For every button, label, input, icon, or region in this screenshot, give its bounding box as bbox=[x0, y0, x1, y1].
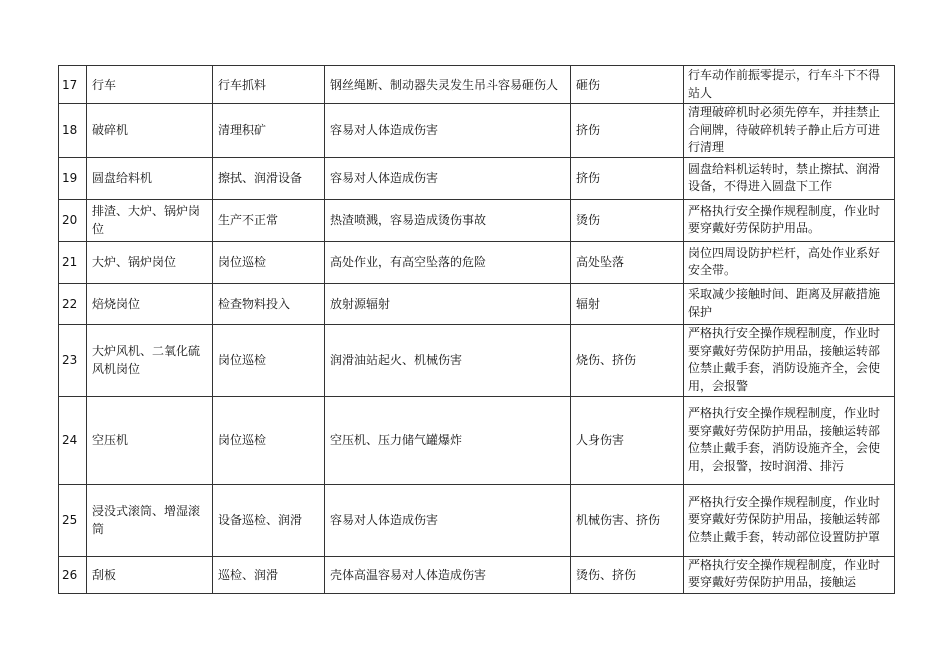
hazard-cell: 热渣喷溅，容易造成烫伤事故 bbox=[325, 199, 571, 241]
hazard-cell: 壳体高温容易对人体造成伤害 bbox=[325, 556, 571, 593]
hazard-cell: 容易对人体造成伤害 bbox=[325, 104, 571, 158]
table-row bbox=[59, 104, 895, 158]
harm-cell: 辐射 bbox=[571, 283, 684, 324]
table-row bbox=[59, 396, 895, 484]
activity-cell: 设备巡检、润滑 bbox=[213, 484, 325, 556]
harm-cell: 挤伤 bbox=[571, 157, 684, 199]
location-cell: 焙烧岗位 bbox=[87, 283, 213, 324]
measure-cell: 严格执行安全操作规程制度，作业时要穿戴好劳保防护用品，接触运 bbox=[684, 556, 895, 593]
table-row bbox=[59, 283, 895, 324]
hazard-cell: 空压机、压力储气罐爆炸 bbox=[325, 396, 571, 484]
table-row bbox=[59, 66, 895, 104]
location-cell: 行车 bbox=[87, 66, 213, 104]
activity-cell: 岗位巡检 bbox=[213, 241, 325, 283]
location-cell: 浸没式滚筒、增湿滚筒 bbox=[87, 484, 213, 556]
measure-cell: 行车动作前振零提示，行车斗下不得站人 bbox=[684, 66, 895, 104]
harm-cell: 挤伤 bbox=[571, 104, 684, 158]
table-body bbox=[59, 66, 895, 594]
measure-cell: 清理破碎机时必须先停车，并挂禁止合闸牌，待破碎机转子静止后方可进行清理 bbox=[684, 104, 895, 158]
measure-cell: 采取减少接触时间、距离及屏蔽措施保护 bbox=[684, 283, 895, 324]
hazard-cell: 容易对人体造成伤害 bbox=[325, 484, 571, 556]
hazard-cell: 高处作业，有高空坠落的危险 bbox=[325, 241, 571, 283]
row-number: 25 bbox=[59, 484, 87, 556]
hazard-cell: 放射源辐射 bbox=[325, 283, 571, 324]
row-number: 21 bbox=[59, 241, 87, 283]
harm-cell: 砸伤 bbox=[571, 66, 684, 104]
measure-cell: 圆盘给料机运转时，禁止擦拭、润滑设备，不得进入圆盘下工作 bbox=[684, 157, 895, 199]
row-number: 26 bbox=[59, 556, 87, 593]
row-number: 24 bbox=[59, 396, 87, 484]
location-cell: 刮板 bbox=[87, 556, 213, 593]
table-row bbox=[59, 324, 895, 396]
activity-cell: 巡检、润滑 bbox=[213, 556, 325, 593]
table-row bbox=[59, 556, 895, 593]
measure-cell: 严格执行安全操作规程制度，作业时要穿戴好劳保防护用品，接触运转部位禁止戴手套，消防设施齐全，会使用，会报警，按时润滑、排污 bbox=[684, 396, 895, 484]
table-row bbox=[59, 157, 895, 199]
row-number: 19 bbox=[59, 157, 87, 199]
measure-cell: 严格执行安全操作规程制度，作业时要穿戴好劳保防护用品，接触运转部位禁止戴手套，转动部位设置防护罩 bbox=[684, 484, 895, 556]
location-cell: 大炉风机、二氧化硫风机岗位 bbox=[87, 324, 213, 396]
row-number: 20 bbox=[59, 199, 87, 241]
activity-cell: 检查物料投入 bbox=[213, 283, 325, 324]
activity-cell: 行车抓料 bbox=[213, 66, 325, 104]
row-number: 22 bbox=[59, 283, 87, 324]
location-cell: 排渣、大炉、锅炉岗位 bbox=[87, 199, 213, 241]
location-cell: 破碎机 bbox=[87, 104, 213, 158]
harm-cell: 高处坠落 bbox=[571, 241, 684, 283]
activity-cell: 清理积矿 bbox=[213, 104, 325, 158]
hazard-cell: 容易对人体造成伤害 bbox=[325, 157, 571, 199]
table-row bbox=[59, 199, 895, 241]
row-number: 17 bbox=[59, 66, 87, 104]
row-number: 18 bbox=[59, 104, 87, 158]
hazard-cell: 钢丝绳断、制动器失灵发生吊斗容易砸伤人 bbox=[325, 66, 571, 104]
activity-cell: 擦拭、润滑设备 bbox=[213, 157, 325, 199]
harm-cell: 烧伤、挤伤 bbox=[571, 324, 684, 396]
measure-cell: 严格执行安全操作规程制度，作业时要穿戴好劳保防护用品，接触运转部位禁止戴手套，消防设施齐全，会使用，会报警 bbox=[684, 324, 895, 396]
table-row bbox=[59, 241, 895, 283]
harm-cell: 机械伤害、挤伤 bbox=[571, 484, 684, 556]
harm-cell: 烫伤 bbox=[571, 199, 684, 241]
measure-cell: 严格执行安全操作规程制度，作业时要穿戴好劳保防护用品。 bbox=[684, 199, 895, 241]
hazard-cell: 润滑油站起火、机械伤害 bbox=[325, 324, 571, 396]
harm-cell: 人身伤害 bbox=[571, 396, 684, 484]
measure-cell: 岗位四周设防护栏杆，高处作业系好安全带。 bbox=[684, 241, 895, 283]
table-row bbox=[59, 484, 895, 556]
location-cell: 圆盘给料机 bbox=[87, 157, 213, 199]
location-cell: 空压机 bbox=[87, 396, 213, 484]
row-number: 23 bbox=[59, 324, 87, 396]
location-cell: 大炉、锅炉岗位 bbox=[87, 241, 213, 283]
activity-cell: 岗位巡检 bbox=[213, 396, 325, 484]
activity-cell: 生产不正常 bbox=[213, 199, 325, 241]
activity-cell: 岗位巡检 bbox=[213, 324, 325, 396]
hazard-table bbox=[58, 65, 895, 594]
harm-cell: 烫伤、挤伤 bbox=[571, 556, 684, 593]
